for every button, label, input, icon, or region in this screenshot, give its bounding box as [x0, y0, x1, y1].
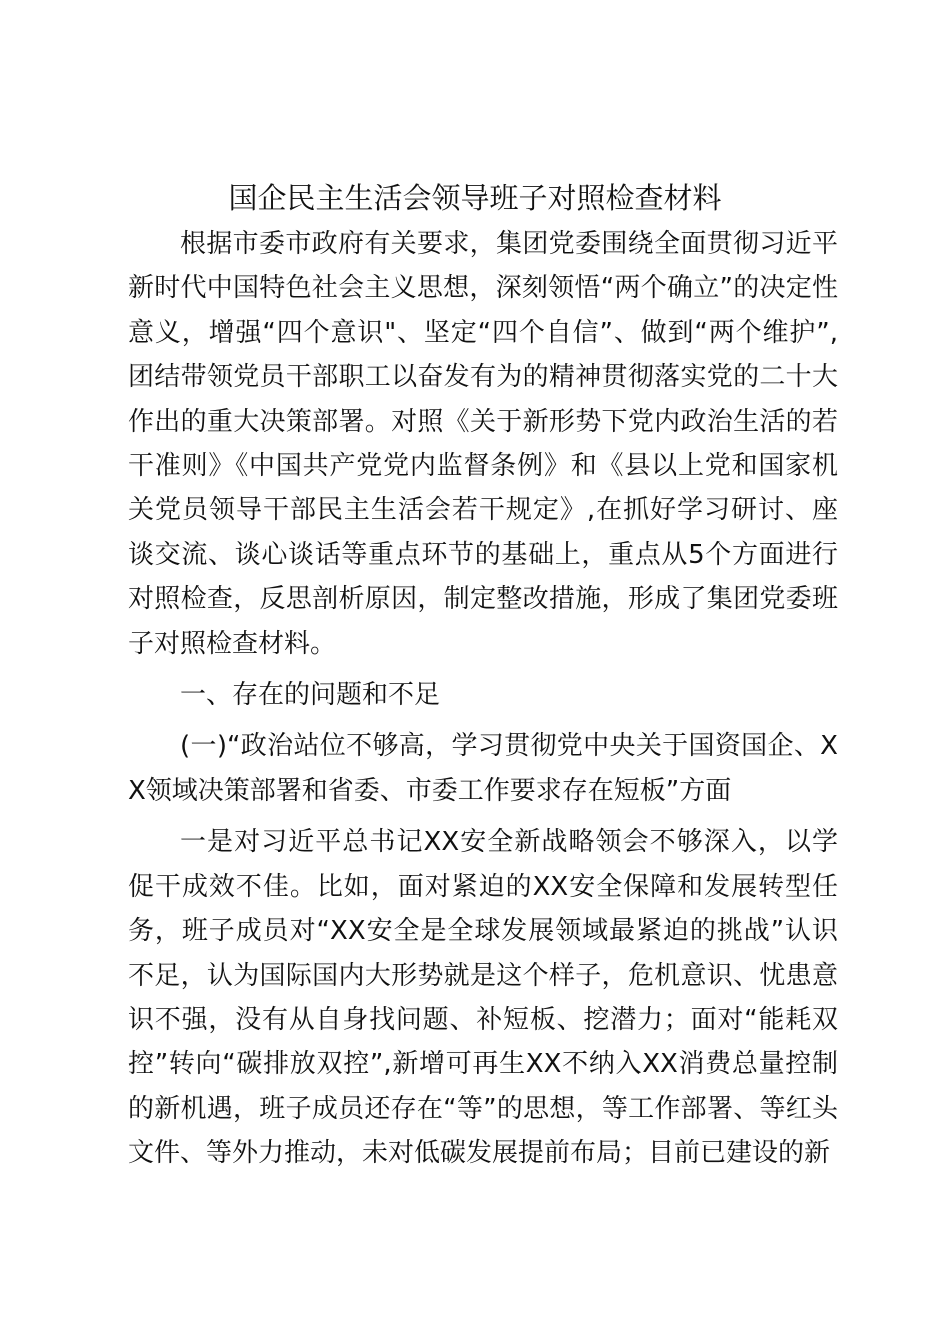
- body-paragraph: 一是对习近平总书记XX安全新战略领会不够深入，以学促干成效不佳。比如，面对紧迫的XX安全保障和发展转型任务，班子成员对“XX安全是全球发展领域最紧迫的挑战”认识不足，认为国际国内大形势就是这个样子，危机意识、忧患意识不强，没有从自身找问题、补短板、挖潜力；面对“能耗双控”转向“碳排放双控”,新增可再生XX不纳入XX消费总量控制的新机遇，班子成员还存在“等”的思想，等工作部署、等红头文件、等外力推动，未对低碳发展提前布局；目前已建设的新: [128, 827, 838, 1169]
- document-body: [128, 222, 838, 1176]
- section-heading: 一、存在的问题和不足: [180, 680, 441, 711]
- document-title: 国企民主生活会领导班子对照检查材料: [228, 181, 722, 215]
- intro-paragraph: 根据市委市政府有关要求，集团党委围绕全面贯彻习近平新时代中国特色社会主义思想，深刻领悟“两个确立”的决定性意义，增强“四个意识"、坚定“四个自信”、做到“两个维护”,团结带领党员干部职工以奋发有为的精神贯彻落实党的二十大作出的重大决策部署。对照《关于新形势下党内政治生活的若干准则》《中国共产党党内监督条例》和《县以上党和国家机关党员领导干部民主生活会若干规定》,在抓好学习研讨、座谈交流、谈心谈话等重点环节的基础上，重点从5个方面进行对照检查，反思剖析原因，制定整改措施，形成了集团党委班子对照检查材料。: [128, 229, 838, 659]
- subsection-heading: (一)“政治站位不够高，学习贯彻党中央关于国资国企、XX领域决策部署和省委、市委工作要求存在短板”方面: [128, 731, 838, 806]
